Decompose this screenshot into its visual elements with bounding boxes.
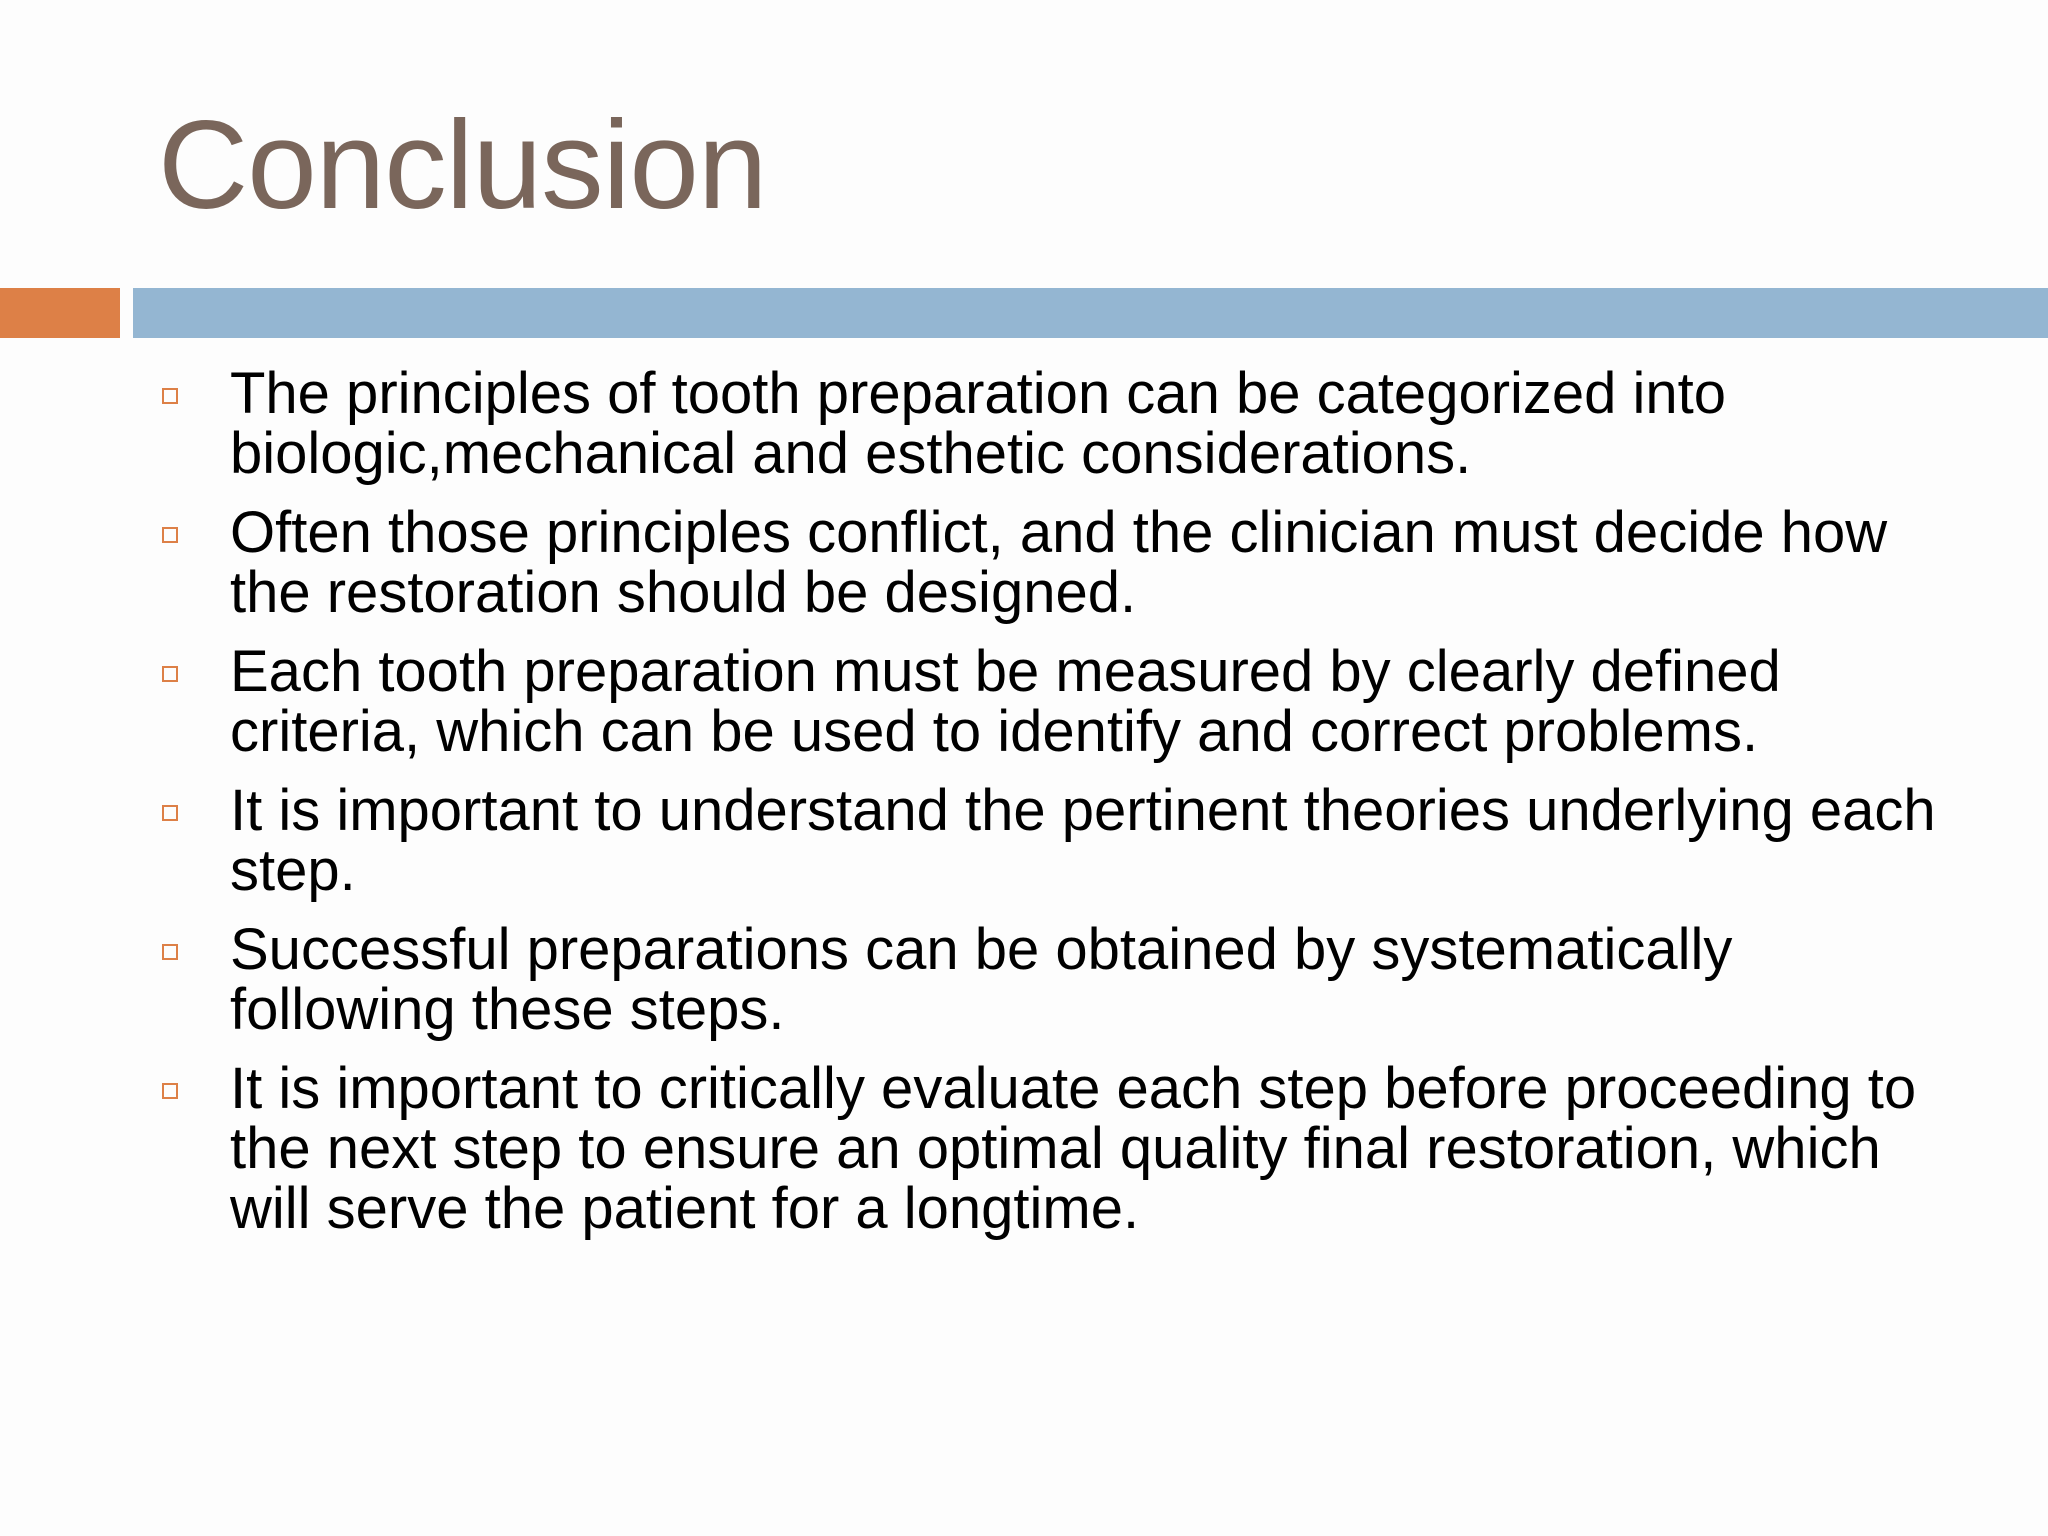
hollow-square-icon bbox=[162, 805, 178, 821]
hollow-square-icon bbox=[162, 944, 178, 960]
bullet-item bbox=[158, 639, 1938, 764]
bullet-item bbox=[158, 1056, 1938, 1241]
accent-bar-orange bbox=[0, 288, 120, 338]
bullet-text: It is important to understand the pertinent theories underlying each step. bbox=[230, 778, 1936, 903]
hollow-square-icon bbox=[162, 527, 178, 543]
bullet-item bbox=[158, 500, 1938, 625]
slide-title: Conclusion bbox=[158, 96, 767, 235]
bullet-text: Each tooth preparation must be measured by clearly defined criteria, which can be used to identify and correct problems. bbox=[230, 639, 1781, 764]
hollow-square-icon bbox=[162, 666, 178, 682]
accent-bar-blue bbox=[133, 288, 2048, 338]
bullet-text: Often those principles conflict, and the clinician must decide how the restoration should be designed. bbox=[230, 500, 1888, 625]
bullet-text: It is important to critically evaluate each step before proceeding to the next step to ensure an optimal quality final restoration, which will serve the patient for a longtime. bbox=[230, 1056, 1917, 1241]
hollow-square-icon bbox=[162, 1083, 178, 1099]
bullet-item bbox=[158, 361, 1938, 486]
bullet-text: Successful preparations can be obtained by systematically following these steps. bbox=[230, 917, 1733, 1042]
bullet-item bbox=[158, 778, 1938, 903]
bullet-list bbox=[158, 361, 1938, 1258]
bullet-item bbox=[158, 917, 1938, 1042]
bullet-text: The principles of tooth preparation can be categorized into biologic,mechanical and esthetic considerations. bbox=[230, 361, 1727, 486]
hollow-square-icon bbox=[162, 388, 178, 404]
